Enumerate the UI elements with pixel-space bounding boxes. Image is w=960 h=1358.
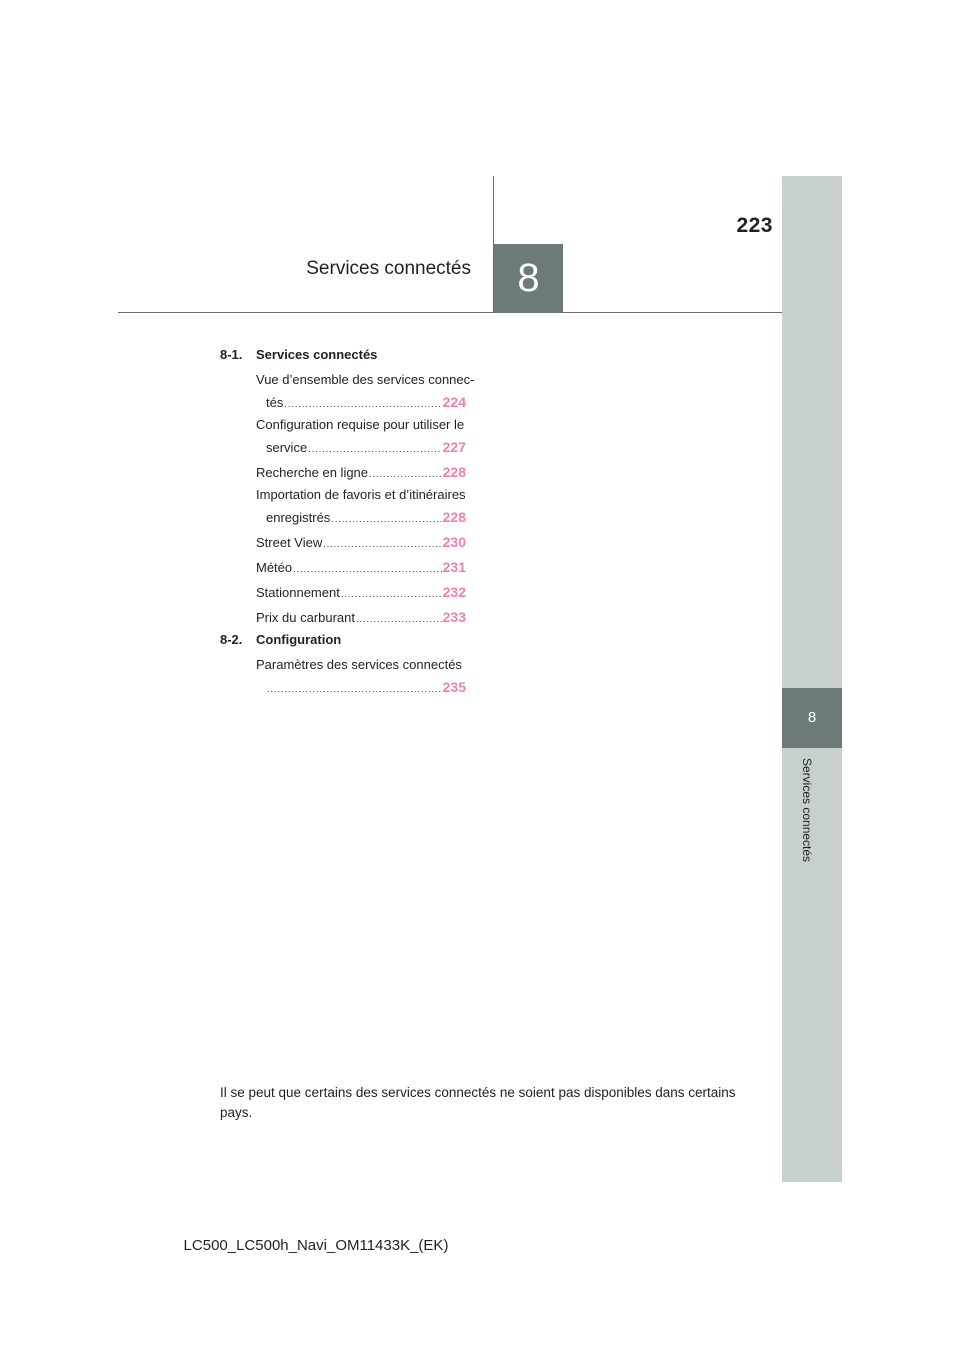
toc-entry-text: Paramètres des services connectés	[256, 657, 462, 672]
side-tab-label: Services connectés	[800, 758, 814, 863]
toc-entry[interactable]	[256, 655, 466, 700]
side-tab-number[interactable]: 8	[782, 688, 842, 748]
chapter-number-box: 8	[494, 244, 563, 313]
leader-dots	[356, 607, 442, 632]
leader-dots	[341, 582, 442, 607]
leader-dots	[308, 437, 441, 462]
leader-dots	[267, 677, 442, 702]
leader-dots	[284, 392, 441, 417]
header-horizontal-rule	[118, 312, 782, 313]
toc-section-heading	[220, 345, 470, 370]
toc-entry-text: Importation de favoris et d’itinéraires	[256, 487, 466, 502]
toc-entry[interactable]	[256, 555, 466, 580]
toc-page-link[interactable]: 232	[442, 584, 466, 600]
side-tab	[782, 176, 842, 1182]
toc-entry-text: Recherche en ligne	[256, 465, 369, 480]
availability-note: Il se peut que certains des services connectés ne soient pas disponibles dans certains pays.	[220, 1085, 736, 1120]
toc-entry-text: Street View	[256, 535, 323, 550]
leader-dots	[293, 557, 442, 582]
toc-entry[interactable]	[256, 580, 466, 605]
toc-section-number: 8-2.	[220, 632, 243, 647]
toc-entry-text: Vue d’ensemble des services connec-	[256, 372, 475, 387]
chapter-title: Services connectés	[306, 258, 471, 279]
toc-page-link[interactable]: 231	[442, 559, 466, 575]
toc-section-number: 8-1.	[220, 347, 243, 362]
toc-entry[interactable]	[256, 460, 466, 485]
toc-entry-text: service	[266, 440, 308, 455]
toc-entry[interactable]	[256, 530, 466, 555]
toc-entry[interactable]	[256, 415, 466, 460]
footer-text: LC500_LC500h_Navi_OM11433K_(EK)	[183, 1237, 449, 1254]
toc-entry-text: Prix du carburant	[256, 610, 355, 625]
toc-section-title: Services connectés	[256, 347, 378, 362]
toc-entry[interactable]	[256, 485, 466, 530]
toc-entry-text: Météo	[256, 560, 293, 575]
toc-entry-text: Stationnement	[256, 585, 340, 600]
toc-page-link[interactable]: 230	[442, 534, 466, 550]
toc-page-link[interactable]: 227	[442, 439, 466, 455]
toc-page-link[interactable]: 233	[442, 609, 466, 625]
toc-section-heading	[220, 630, 470, 655]
toc-page-link[interactable]: 224	[442, 394, 466, 410]
leader-dots	[323, 532, 441, 557]
toc-section-title: Configuration	[256, 632, 342, 647]
toc-entry[interactable]	[256, 605, 466, 630]
leader-dots	[369, 462, 442, 487]
toc-entry[interactable]	[256, 370, 475, 415]
toc-entry-text: Configuration requise pour utiliser le	[256, 417, 465, 432]
page-number: 223	[736, 214, 773, 237]
toc-page-link[interactable]: 235	[442, 679, 466, 695]
table-of-contents	[220, 345, 475, 700]
leader-dots	[331, 507, 441, 532]
toc-page-link[interactable]: 228	[442, 464, 466, 480]
toc-entry-text: enregistrés	[266, 510, 331, 525]
footer-document-code	[0, 1237, 960, 1254]
toc-entry-text: tés	[266, 395, 284, 410]
toc-page-link[interactable]: 228	[442, 509, 466, 525]
